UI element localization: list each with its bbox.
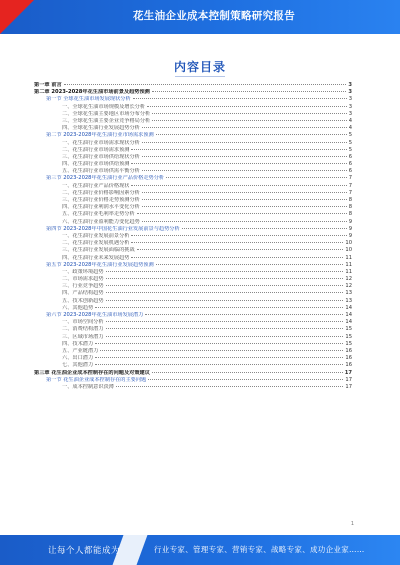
toc-entry-page: 4 [348, 125, 352, 132]
toc-entry[interactable] [34, 125, 352, 132]
toc-entry-page: 7 [348, 175, 352, 182]
toc-leader-dots [152, 372, 343, 373]
toc-entry[interactable] [34, 168, 352, 175]
toc-entry-page: 3 [348, 103, 352, 110]
toc-leader-dots [152, 91, 347, 92]
toc-entry-label: 五、花生油行业毛利率走势分析 [62, 211, 135, 218]
toc-entry[interactable] [34, 104, 352, 111]
toc-entry-label: 四、花生油行业未来发展趋势 [62, 254, 130, 261]
toc-leader-dots [95, 364, 343, 365]
toc-entry-label: 一、花生油行业市场需求现状分析 [62, 139, 140, 146]
toc-entry[interactable] [34, 276, 352, 283]
toc-entry[interactable] [34, 305, 352, 312]
toc-entry[interactable] [34, 175, 352, 182]
toc-entry-page: 9 [348, 218, 352, 225]
toc-entry-page: 17 [344, 369, 352, 376]
toc-entry[interactable] [34, 255, 352, 262]
toc-entry-label: 二、花生油行业价格影响因素分析 [62, 189, 140, 196]
toc-entry-page: 14 [345, 304, 352, 311]
toc-leader-dots [137, 249, 344, 250]
toc-entry-label: 第五节 2023-2028年花生油行业发展趋势预测 [46, 261, 154, 268]
toc-entry-label: 一、成本控制意识淡薄 [62, 383, 114, 390]
toc-entry-page: 11 [345, 254, 352, 261]
toc-leader-dots [106, 321, 344, 322]
toc-entry-page: 6 [348, 168, 352, 175]
toc-entry-page: 9 [348, 225, 352, 232]
toc-leader-dots [166, 177, 347, 178]
toc-entry-label: 四、全球花生油行业发展趋势分析 [62, 125, 140, 132]
toc-entry-page: 11 [345, 268, 352, 275]
toc-leader-dots [131, 163, 346, 164]
toc-entry-page: 8 [348, 197, 352, 203]
toc-leader-dots [131, 149, 346, 150]
toc-entry[interactable] [34, 240, 352, 247]
toc-entry-page: 5 [348, 146, 352, 153]
toc-entry-page: 7 [348, 182, 352, 189]
toc-entry-label: 二、市场需求趋势 [62, 276, 104, 283]
toc-entry[interactable] [34, 355, 352, 362]
toc-leader-dots [95, 307, 343, 308]
toc-leader-dots [156, 264, 344, 265]
toc-leader-dots [131, 235, 346, 236]
report-title: 花生油企业成本控制策略研究报告 [133, 10, 295, 22]
toc-entry-label: 三、区域市场潜力 [62, 333, 104, 340]
toc-entry[interactable] [34, 348, 352, 355]
table-of-contents [34, 82, 352, 391]
toc-entry-label: 二、全球花生油主要地区市场分布分析 [62, 110, 151, 117]
toc-entry-label: 第六节 2023-2028年花生油市场发展潜力 [46, 312, 144, 318]
toc-entry[interactable] [34, 211, 352, 218]
toc-leader-dots [142, 192, 347, 193]
toc-entry[interactable] [34, 147, 352, 154]
toc-entry-label: 二、花生油行业发展机遇分析 [62, 240, 130, 247]
toc-entry[interactable] [34, 183, 352, 190]
toc-leader-dots [106, 292, 344, 293]
toc-leader-dots [137, 213, 347, 214]
toc-leader-dots [131, 185, 346, 186]
toc-title: 内容目录 [173, 60, 226, 74]
toc-entry-page: 4 [348, 117, 352, 124]
toc-entry-page: 9 [348, 232, 352, 239]
toc-leader-dots [106, 300, 344, 301]
toc-leader-dots [100, 350, 343, 351]
toc-entry[interactable] [34, 219, 352, 226]
header-corner-accent [0, 0, 34, 34]
toc-leader-dots [106, 285, 344, 286]
toc-entry[interactable] [34, 89, 352, 96]
toc-leader-dots [95, 343, 343, 344]
toc-entry-page: 10 [345, 240, 352, 247]
toc-leader-dots [131, 242, 343, 243]
toc-entry[interactable] [34, 154, 352, 161]
footer-tagline: 行业专家、管理专家、营销专家、战略专家、成功企业家…… [154, 545, 365, 554]
toc-entry[interactable] [34, 132, 352, 139]
toc-entry[interactable] [34, 370, 352, 377]
toc-leader-dots [142, 142, 347, 143]
toc-entry[interactable] [34, 118, 352, 125]
toc-leader-dots [133, 98, 347, 99]
toc-entry-label: 一、政策环境趋势 [62, 268, 104, 275]
toc-leader-dots [142, 156, 347, 157]
toc-title-divider [175, 76, 225, 77]
toc-entry-page: 13 [345, 297, 352, 304]
toc-entry-page: 6 [348, 153, 352, 160]
toc-entry[interactable] [34, 298, 352, 305]
toc-entry[interactable] [34, 226, 352, 233]
toc-entry-label: 第一节 全球花生油市场发展现状分析 [46, 96, 131, 103]
toc-entry[interactable] [34, 197, 352, 204]
toc-entry-label: 第一节 花生油企业成本控制存在的主要问题 [46, 376, 147, 383]
toc-leader-dots [142, 199, 347, 200]
toc-entry[interactable] [34, 247, 352, 254]
toc-leader-dots [142, 127, 347, 128]
toc-entry-label: 四、花生油行业市场供给预测 [62, 161, 130, 168]
toc-entry[interactable] [34, 341, 352, 348]
toc-leader-dots [106, 278, 344, 279]
footer-slogan: 让每个人都能成为 [48, 546, 121, 556]
toc-entry-page: 15 [345, 333, 352, 340]
toc-leader-dots [64, 84, 347, 85]
toc-entry-label: 四、技术潜力 [62, 340, 94, 347]
toc-entry-label: 五、产业链潜力 [62, 347, 99, 354]
toc-entry-page: 16 [345, 355, 352, 362]
toc-entry-label: 六、其他趋势 [62, 304, 94, 311]
toc-entry-page: 8 [348, 204, 352, 211]
toc-entry-label: 三、行业竞争趋势 [62, 283, 104, 290]
toc-entry-page: 3 [348, 89, 352, 96]
toc-entry[interactable] [34, 290, 352, 297]
toc-entry-label: 五、花生油行业市场供需平衡分析 [62, 168, 140, 175]
toc-entry-page: 14 [345, 319, 352, 326]
toc-leader-dots [142, 221, 347, 222]
toc-entry-page: 5 [348, 139, 352, 146]
toc-entry-label: 二、花生油行业市场需求预测 [62, 146, 130, 153]
toc-entry-page: 3 [348, 96, 352, 103]
toc-entry-label: 四、花生油行业利润水平变化分析 [62, 204, 140, 211]
toc-entry-label: 二、消费结构潜力 [62, 326, 104, 333]
header [0, 0, 400, 34]
toc-leader-dots [182, 228, 347, 229]
toc-entry[interactable] [34, 190, 352, 197]
toc-entry-label: 第二章 2023-2028年花生油市场前景及趋势预测 [34, 89, 150, 96]
toc-leader-dots [148, 379, 343, 380]
toc-entry-label: 第四节 2023-2028年中国花生油行业发展前景与趋势分析 [46, 225, 180, 232]
toc-entry[interactable] [34, 269, 352, 276]
toc-entry-page: 17 [345, 383, 352, 390]
toc-entry-label: 六、花生油行业盈利能力变化趋势 [62, 218, 140, 225]
toc-entry-page: 17 [345, 376, 352, 383]
toc-entry-page: 6 [348, 161, 352, 168]
toc-entry[interactable] [34, 233, 352, 240]
toc-leader-dots [95, 357, 343, 358]
toc-leader-dots [142, 206, 347, 207]
toc-entry[interactable] [34, 111, 352, 118]
toc-entry-page: 16 [345, 362, 352, 369]
toc-leader-dots [131, 257, 343, 258]
toc-entry[interactable] [34, 140, 352, 147]
toc-entry[interactable] [34, 82, 352, 89]
toc-entry-page: 10 [345, 247, 352, 254]
toc-entry-label: 三、花生油行业市场供给现状分析 [62, 153, 140, 160]
toc-entry-page: 11 [345, 261, 352, 268]
toc-entry[interactable] [34, 262, 352, 269]
toc-entry[interactable] [34, 319, 352, 326]
toc-leader-dots [116, 386, 344, 387]
toc-leader-dots [156, 134, 347, 135]
toc-entry[interactable] [34, 362, 352, 369]
toc-entry-label: 三、花生油行业发展面临的挑战 [62, 247, 135, 254]
toc-entry-label: 四、产品结构趋势 [62, 290, 104, 297]
toc-entry-label: 一、全球花生油市场规模及增长分析 [62, 103, 146, 110]
toc-entry-label: 三、花生油行业价格走势预测分析 [62, 197, 140, 203]
toc-entry-page: 7 [348, 189, 352, 196]
toc-entry[interactable] [34, 96, 352, 103]
toc-entry[interactable] [34, 326, 352, 333]
toc-entry-page: 8 [348, 211, 352, 218]
toc-leader-dots [145, 314, 343, 315]
toc-entry-label: 三、全球花生油主要企业竞争格局分析 [62, 117, 151, 124]
toc-leader-dots [152, 120, 346, 121]
toc-entry[interactable] [34, 334, 352, 341]
toc-leader-dots [106, 336, 344, 337]
toc-leader-dots [147, 106, 347, 107]
page-number: 1 [350, 521, 354, 527]
footer [0, 535, 400, 565]
toc-entry[interactable] [34, 377, 352, 384]
toc-entry-page: 12 [345, 283, 352, 290]
toc-entry-page: 14 [345, 312, 352, 318]
toc-entry-page: 12 [345, 276, 352, 283]
toc-entry-label: 第二节 2023-2028年花生油行业市场需求预测 [46, 132, 154, 139]
toc-entry-label: 一、花生油行业产品价格现状 [62, 182, 130, 189]
toc-entry[interactable] [34, 312, 352, 319]
toc-entry[interactable] [34, 283, 352, 290]
toc-entry-page: 3 [348, 82, 352, 88]
toc-entry-page: 13 [345, 290, 352, 297]
toc-entry-label: 六、出口潜力 [62, 355, 94, 362]
toc-entry-label: 一、市场空间分析 [62, 319, 104, 326]
toc-entry-label: 七、其他潜力 [62, 362, 94, 369]
toc-entry-page: 15 [345, 326, 352, 333]
toc-entry-label: 第一章 前言 [34, 82, 62, 88]
toc-entry-label: 一、花生油行业发展前景分析 [62, 232, 130, 239]
toc-entry-page: 15 [345, 340, 352, 347]
toc-leader-dots [142, 170, 347, 171]
toc-entry[interactable] [34, 204, 352, 211]
toc-entry-page: 5 [348, 132, 352, 139]
toc-entry-label: 五、技术创新趋势 [62, 297, 104, 304]
toc-entry[interactable] [34, 161, 352, 168]
toc-leader-dots [106, 328, 344, 329]
toc-leader-dots [106, 271, 344, 272]
toc-entry-label: 第三节 2023-2028年花生油行业产品价格走势分析 [46, 175, 165, 182]
toc-leader-dots [152, 113, 346, 114]
toc-entry-label: 第三章 花生油企业成本控制存在的问题及对策建议 [34, 369, 150, 376]
toc-entry-page: 3 [348, 110, 352, 117]
toc-entry-page: 16 [345, 347, 352, 354]
toc-entry[interactable] [34, 384, 352, 391]
